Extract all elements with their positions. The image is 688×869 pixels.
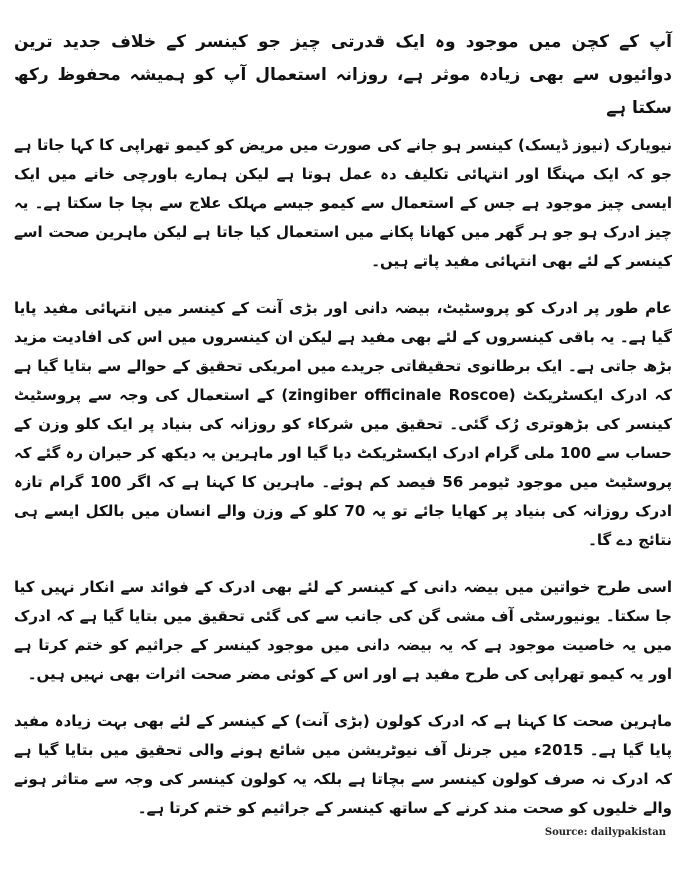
- paragraph-prostate: عام طور پر ادرک کو پروسٹیٹ، بیضہ دانی اور بڑی آنت کے کینسر میں انتہائی مفید پایا گیا ہے۔ یہ باقی کینسروں کے لئے بھی مفید ہے لیکن ان کینسروں میں اس کی افادیت مزید بڑھ جاتی ہے۔ ایک برطانوی تحقیقاتی جریدے میں امریکی تحقیق کے حوالے سے بتایا گیا ہے کہ ادرک ایکسٹریکٹ (zingiber officinale Roscoe) کے استعمال کی وجہ سے پروسٹیٹ کینسر کی بڑھوتری رُک گئی۔ تحقیق میں شرکاء کو روزانہ کی بنیاد پر ایک کلو وزن کے حساب سے 100 ملی گرام ادرک ایکسٹریکٹ دیا گیا اور ماہرین یہ دیکھ کر حیران رہ گئے کہ پروسٹیٹ میں موجود ٹیومر 56 فیصد کم ہوئے۔ ماہرین کا کہنا ہے کہ اگر 100 گرام تازہ ادرک روزانہ کی بنیاد پر کھایا جائے تو یہ 70 کلو کے وزن والے انسان میں بالکل ایسے ہی نتائج دے گا۔: [14, 299, 673, 549]
- article: [14, 26, 672, 841]
- article-headline: آپ کے کچن میں موجود وہ ایک قدرتی چیز جو کینسر کے خلاف جدید ترین دوائیوں سے بھی زیادہ موثر ہے، روزانہ استعمال آپ کو ہمیشہ محفوظ رکھ سکتا ہے: [14, 32, 672, 118]
- source-credit: Source: dailypakistan: [544, 827, 666, 838]
- paragraph-intro: نیویارک (نیوز ڈیسک) کینسر ہو جانے کی صورت میں مریض کو کیمو تھراپی کا کہا جاتا ہے جو کہ ایک مہنگا اور انتہائی تکلیف دہ عمل ہوتا ہے لیکن ہمارے باورچی خانے میں ایک ایسی چیز موجود ہے جس کے استعمال سے کیمو جیسے مہلک علاج سے بچا جا سکتا ہے۔ یہ چیز ادرک ہو جو ہر گھر میں کھانا پکانے میں استعمال کیا جاتا ہے لیکن ماہرین صحت اسے کینسر کے لئے بھی انتہائی مفید پاتے ہیں۔: [14, 136, 672, 270]
- paragraph-ovarian: اسی طرح خواتین میں بیضہ دانی کے کینسر کے لئے بھی ادرک کے فوائد سے انکار نہیں کیا جا سکتا۔ یونیورسٹی آف مشی گن کی جانب سے کی گئی تحقیق میں بتایا گیا ہے کہ ادرک میں یہ خاصیت موجود ہے کہ یہ بیضہ دانی میں موجود کینسر کے جراثیم کو ختم کرتا ہے اور یہ کیمو تھراپی کی طرح مفید ہے اور اس کے کوئی مضر صحت اثرات بھی نہیں ہیں۔: [14, 578, 672, 683]
- paragraph-colon: ماہرین صحت کا کہنا ہے کہ ادرک کولون (بڑی آنت) کے کینسر کے لئے بھی بہت زیادہ مفید پایا گیا ہے۔ 2015ء میں جرنل آف نیوٹریشن میں شائع ہونے والی تحقیق میں بتایا گیا ہے کہ ادرک نہ صرف کولون کینسر سے بچاتا ہے بلکہ یہ کولون کینسر کی وجہ سے متاثر ہونے والے خلیوں کو صحت مند کرنے کے ساتھ کینسر کے جراثیم کو ختم کرتا ہے۔: [14, 712, 672, 817]
